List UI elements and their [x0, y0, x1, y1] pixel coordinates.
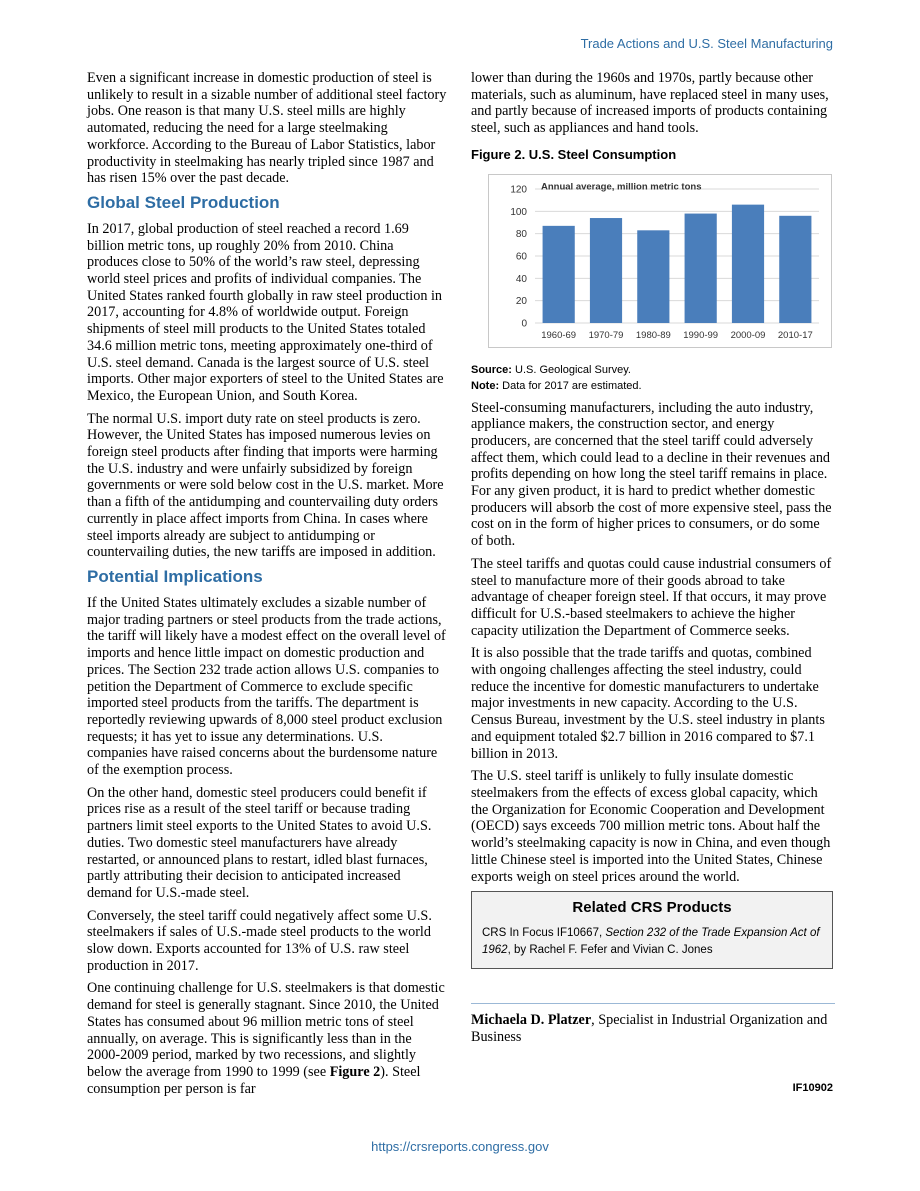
- author-line: [471, 1012, 835, 1046]
- paragraph-text: ). Steel consumption per person is far: [87, 1063, 421, 1097]
- paragraph: Even a significant increase in domestic production of steel is unlikely to result in a sizable number of additional steel factory jobs. One reason is that many U.S. steel mills are highly automated, reducing the need for a large steelmaking workforce. According to the Bureau of Labor Statistics, labor productivity in steelmaking has nearly tripled since 1987 and has risen 15% over the past decade.: [87, 70, 447, 187]
- x-tick-label: 1960-69: [541, 329, 577, 341]
- y-tick-label: 20: [515, 295, 527, 307]
- y-tick-label: 120: [510, 184, 527, 196]
- x-tick-label: 1980-89: [635, 329, 671, 341]
- related-product-authors: , by Rachel F. Fefer and Vivian C. Jones: [507, 943, 713, 956]
- y-tick-label: 60: [515, 251, 527, 263]
- paragraph: The normal U.S. import duty rate on steel products is zero. However, the United States has imposed numerous levies on foreign steel products after finding that imports were harming the U.S. industry and were unfairly subsidized by foreign governments or were sold below cost in the U.S. market. More than a fifth of the antidumping and countervailing duty orders currently in place affect imports from China. In cases where steel imports already are subject to antidumping or countervailing duties, the new tariffs are imposed in addition.: [87, 410, 444, 561]
- author-divider: [471, 1003, 835, 1004]
- bar: [732, 204, 764, 322]
- author-name: Michaela D. Platzer: [471, 1011, 592, 1028]
- figure-notes: [471, 362, 835, 394]
- y-tick-label: 80: [515, 228, 527, 240]
- steel-consumption-chart: [488, 174, 832, 348]
- paragraph: Conversely, the steel tariff could negatively affect some U.S. steelmakers if sales of U.S.-made steel products to the world slow down. Exports accounted for 13% of U.S. raw steel production in 2017.: [87, 907, 432, 974]
- bar: [779, 215, 811, 322]
- x-tick-label: 1970-79: [588, 329, 624, 341]
- paragraph: lower than during the 1960s and 1970s, partly because other materials, such as aluminum, have replaced steel in many uses, and partly because of increased imports of products containing steel, such as appliances and hand tools.: [471, 70, 829, 137]
- author-role: , Specialist in Industrial Organization and Business: [471, 1011, 828, 1045]
- figure-title: Figure 2. U.S. Steel Consumption: [471, 146, 677, 162]
- paragraph: [87, 980, 447, 1097]
- note-text: Data for 2017 are estimated.: [502, 379, 642, 392]
- left-column: [87, 70, 447, 1103]
- paragraph: The steel tariffs and quotas could cause industrial consumers of steel to manufacture more of their goods abroad to take advantage of cheaper foreign steel. If that occurs, it may prove difficult for U.S.-based steelmakers to achieve the higher capacity utilization the Department of Commerce seeks.: [471, 555, 832, 639]
- paragraph-text: One continuing challenge for U.S. steelmakers is that domestic demand for steel is generally stagnant. Since 2010, the United States has consumed about 96 million metric tons of steel annually, on average. This is significantly less than in the 2000-2009 period, marked by two recessions, and slightly below the average from 1990 to 1999 (see: [87, 980, 445, 1080]
- paragraph: It is also possible that the trade tariffs and quotas, combined with ongoing challenges affecting the steel industry, could reduce the incentive for domestic manufacturers to undertake major investments in new capacity. According to the U.S. Census Bureau, investment by the U.S. steel industry in plants and equipment totaled $2.7 billion in 2016 compared to $7.1 billion in 2013.: [471, 645, 825, 762]
- chart-title: Annual average, million metric tons: [541, 181, 702, 193]
- y-tick-label: 100: [510, 206, 527, 218]
- note-line: [471, 378, 835, 394]
- chart-svg: [489, 175, 831, 347]
- footer-url-link[interactable]: https://crsreports.congress.gov: [371, 1139, 549, 1154]
- running-header: Trade Actions and U.S. Steel Manufacturing: [580, 36, 833, 51]
- paragraph: If the United States ultimately excludes a sizable number of major trading partners or steel products from the trade actions, the tariff will likely have a modest effect on the overall level of imports and hence little impact on domestic production and prices. The Section 232 trade action allows U.S. companies to petition the Department of Commerce to exclude specific imported steel products from the tariffs. The department is reportedly reviewing upwards of 8,000 steel product exclusion requests; it has yet to issue any determinations. U.S. companies have raised concerns about the burdensome nature of the exemption process.: [87, 594, 446, 779]
- related-product-prefix: CRS In Focus IF10667,: [482, 926, 606, 939]
- paragraph: The U.S. steel tariff is unlikely to fully insulate domestic steelmakers from the effects of excess global capacity, which the Organization for Economic Cooperation and Development (OECD) says exceeds 700 million metric tons. About half the world’s steelmaking capacity is now in China, and even though little Chinese steel is imported into the United States, Chinese exports weigh on steel prices around the world.: [471, 768, 831, 885]
- section-heading-global-steel-production: Global Steel Production: [87, 192, 280, 212]
- bar: [543, 225, 575, 322]
- related-product-link[interactable]: Section 232 of the Trade Expansion Act of 1962: [482, 926, 820, 956]
- related-products-title: Related CRS Products: [572, 899, 732, 917]
- y-tick-label: 0: [521, 318, 527, 330]
- right-column: [471, 70, 835, 1046]
- x-tick-label: 2010-17: [777, 329, 813, 341]
- paragraph: In 2017, global production of steel reached a record 1.69 billion metric tons, up roughly 20% from 2010. China produces close to 50% of the world’s raw steel, depressing world steel prices and profits of individual companies. The United States ranked fourth globally in raw steel production in 2017, accounting for 4.8% of worldwide output. Foreign shipments of steel mill products to the United States totaled 34.6 million metric tons, meeting approximately one-third of U.S. steel demand. Canada is the largest source of U.S. steel imports. Other major exporters of steel to the United States are Mexico, the European Union, and South Korea.: [87, 220, 444, 404]
- y-tick-label: 40: [515, 273, 527, 285]
- source-label: Source:: [471, 363, 512, 376]
- paragraph: Steel-consuming manufacturers, including the auto industry, appliance makers, the construction sector, and energy producers, are concerned that the steel tariff could adversely affect them, which could lead to a decline in their revenues and profits depending on how long the steel tariff remains in place. For any given product, it is hard to predict whether domestic producers will absorb the cost of more expensive steel, pass the cost on in the form of higher prices to consumers, or do some of both.: [471, 399, 832, 550]
- bar: [637, 230, 669, 323]
- related-products-box: [471, 891, 833, 969]
- x-tick-label: 1990-99: [683, 329, 719, 341]
- figure-reference-link[interactable]: Figure 2: [329, 1063, 381, 1080]
- note-label: Note:: [471, 379, 500, 392]
- bar: [590, 218, 622, 323]
- bar: [685, 213, 717, 322]
- source-text: U.S. Geological Survey.: [515, 363, 631, 376]
- section-heading-potential-implications: Potential Implications: [87, 566, 263, 586]
- related-product-item: [482, 925, 822, 959]
- x-tick-label: 2000-09: [730, 329, 766, 341]
- document-id: IF10902: [792, 1082, 833, 1094]
- paragraph: On the other hand, domestic steel producers could benefit if prices rise as a result of the steel tariff or because trading partners limit steel exports to the United States to avoid U.S. duties. Two domestic steel manufacturers have already restarted, or announced plans to restart, idled blast furnaces, partly attributing their decision to anticipated increased demand for U.S.-made steel.: [87, 784, 432, 901]
- source-line: [471, 362, 835, 378]
